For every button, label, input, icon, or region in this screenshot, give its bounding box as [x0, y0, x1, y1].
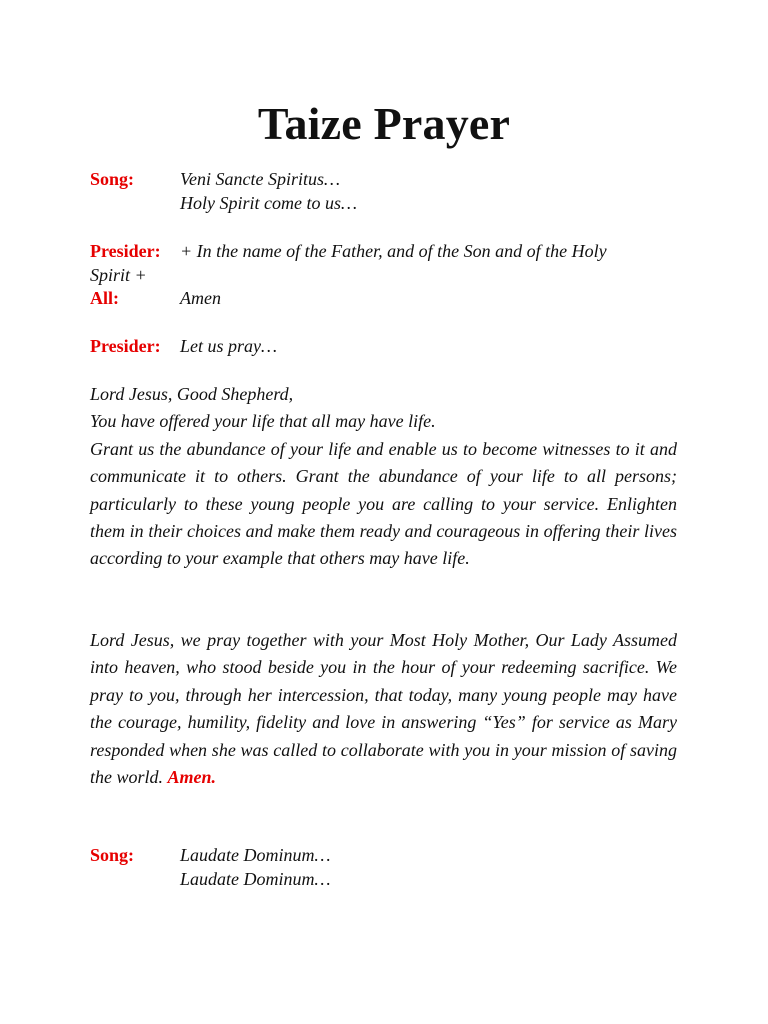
song-line — [90, 168, 677, 192]
all-response-line — [90, 287, 677, 311]
prayer-body-2-container — [90, 627, 677, 791]
page-title: Taize Prayer — [257, 98, 511, 149]
prayer-body-2: Lord Jesus, we pray together with your Most Holy Mother, Our Lady Assumed into heaven, who stood beside you in the hour of your redeeming sacrifice. We pray to you, through her intercession, that today, many young people may have the courage, humility, fidelity and love in answering “Yes” for service as Mary responded when she was called to collaborate with you in your mission of saving the world. — [90, 630, 677, 788]
prayer-paragraph-1 — [90, 381, 677, 573]
prayer-body-1: Grant us the abundance of your life and enable us to become witnesses to it and communicate it to others. Grant the abundance of your life to all persons; particularly to these young people you are calling to your service. Enlighten them in their choices and make them ready and courageous in offering their lives according to your example that others may have life. — [90, 438, 677, 569]
presider-invocation-continued: Spirit + — [90, 264, 147, 285]
prayer-line-1: Lord Jesus, Good Shepherd, — [90, 384, 294, 404]
song-title-line-2: Laudate Dominum… — [180, 868, 331, 889]
amen-text: Amen. — [167, 767, 217, 788]
song-section-closing — [90, 844, 677, 891]
song-section-opening — [90, 168, 677, 215]
presider-prayer-text: Let us pray… — [180, 336, 278, 356]
prayer-paragraph-2 — [90, 627, 677, 791]
song-line — [90, 844, 677, 868]
presider-invocation-text: + In the name of the Father, and of the Son and of the Holy — [180, 241, 607, 261]
song-label: Song: — [90, 169, 135, 189]
all-label: All: — [90, 288, 119, 308]
presider-label: Presider: — [90, 336, 161, 356]
song-label: Song: — [90, 845, 135, 865]
all-response-text: Amen — [180, 288, 221, 308]
presider-opening-section — [90, 240, 677, 311]
song-title-line-1: Laudate Dominum… — [180, 845, 331, 865]
presider-prayer-intro — [90, 335, 677, 359]
presider-label: Presider: — [90, 241, 161, 261]
presider-line — [90, 240, 677, 264]
song-title-line-2: Holy Spirit come to us… — [180, 192, 357, 213]
prayer-line-2: You have offered your life that all may have life. — [90, 411, 436, 432]
song-title-line-1: Veni Sancte Spiritus… — [180, 169, 340, 189]
